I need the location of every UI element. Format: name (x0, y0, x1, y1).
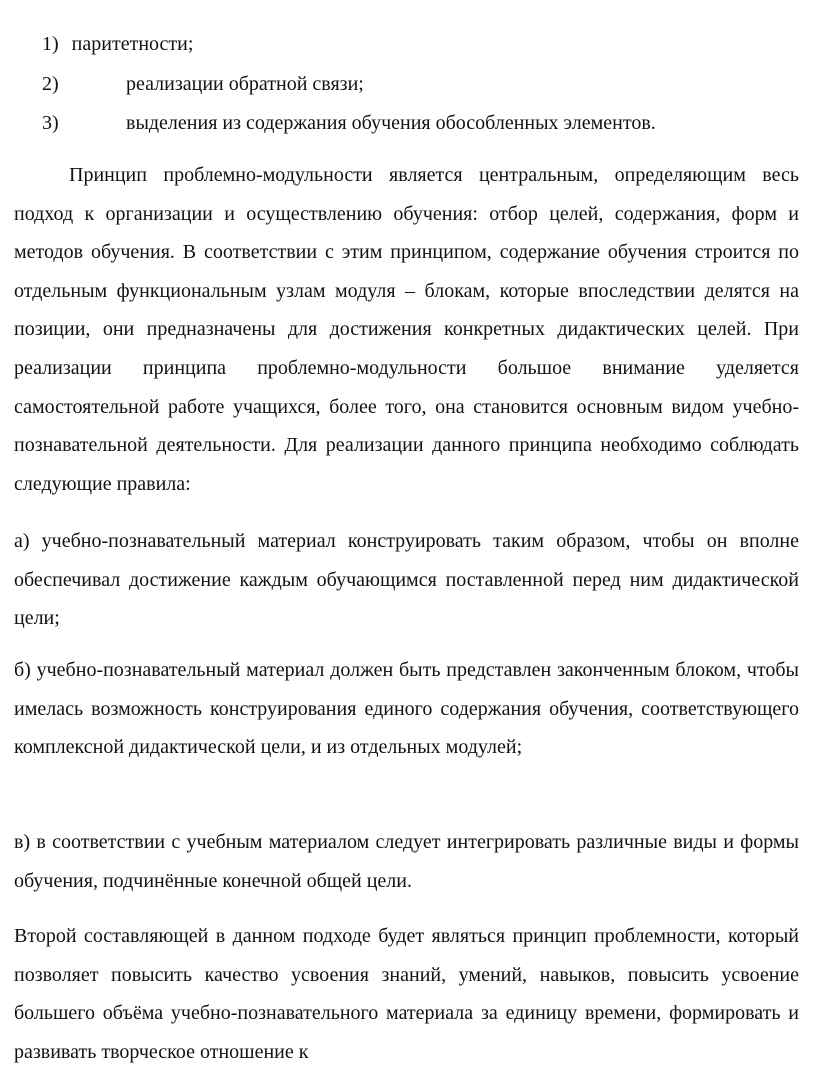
paragraph-rule-b: б) учебно-познавательный материал должен быть представлен законченным блоком, чтобы имелась возможность конструирования единого содержания обучения, соответствующего комплексной дидактической цели, и из отдельных модулей; (14, 659, 799, 759)
paragraph-rule-c: в) в соответствии с учебным материалом следует интегрировать различные виды и формы обучения, подчинённые конечной общей цели. (14, 831, 799, 892)
list-item-number: 2) (42, 73, 59, 95)
list-item-text: выделения из содержания обучения обособленных элементов. (126, 112, 656, 134)
list-item-text: паритетности; (71, 33, 194, 55)
list-item (42, 32, 193, 56)
list-item-number: 3) (42, 112, 59, 134)
list-item (42, 72, 802, 96)
paragraph-second-component: Второй составляющей в данном подходе будет являться принцип проблемности, который позволяет повысить качество усвоения знаний, умений, навыков, повысить усвоение большего объёма учебно-познавательного материала за единицу времени, формировать и развивать творческое отношение к (14, 925, 799, 1063)
paragraph-principle: Принцип проблемно-модульности является центральным, определяющим весь подход к организации и осуществлению обучения: отбор целей, содержания, форм и методов обучения. В соответствии с этим принципом, содержание обучения строится по отдельным функциональным узлам модуля – блокам, которые впоследствии делятся на позиции, они предназначены для достижения конкретных дидактических целей. При реализации принципа проблемно-модульности большое внимание уделяется самостоятельной работе учащихся, более того, она становится основным видом учебно-познавательной деятельности. Для реализации данного принципа необходимо соблюдать следующие правила: (14, 164, 799, 495)
list-item (42, 111, 802, 135)
paragraph-rule-a: а) учебно-познавательный материал конструировать таким образом, чтобы он вполне обеспечивал достижение каждым обучающимся поставленной перед ним дидактической цели; (14, 530, 799, 630)
list-item-text: реализации обратной связи; (126, 73, 364, 95)
list-item-number: 1) (42, 33, 59, 55)
